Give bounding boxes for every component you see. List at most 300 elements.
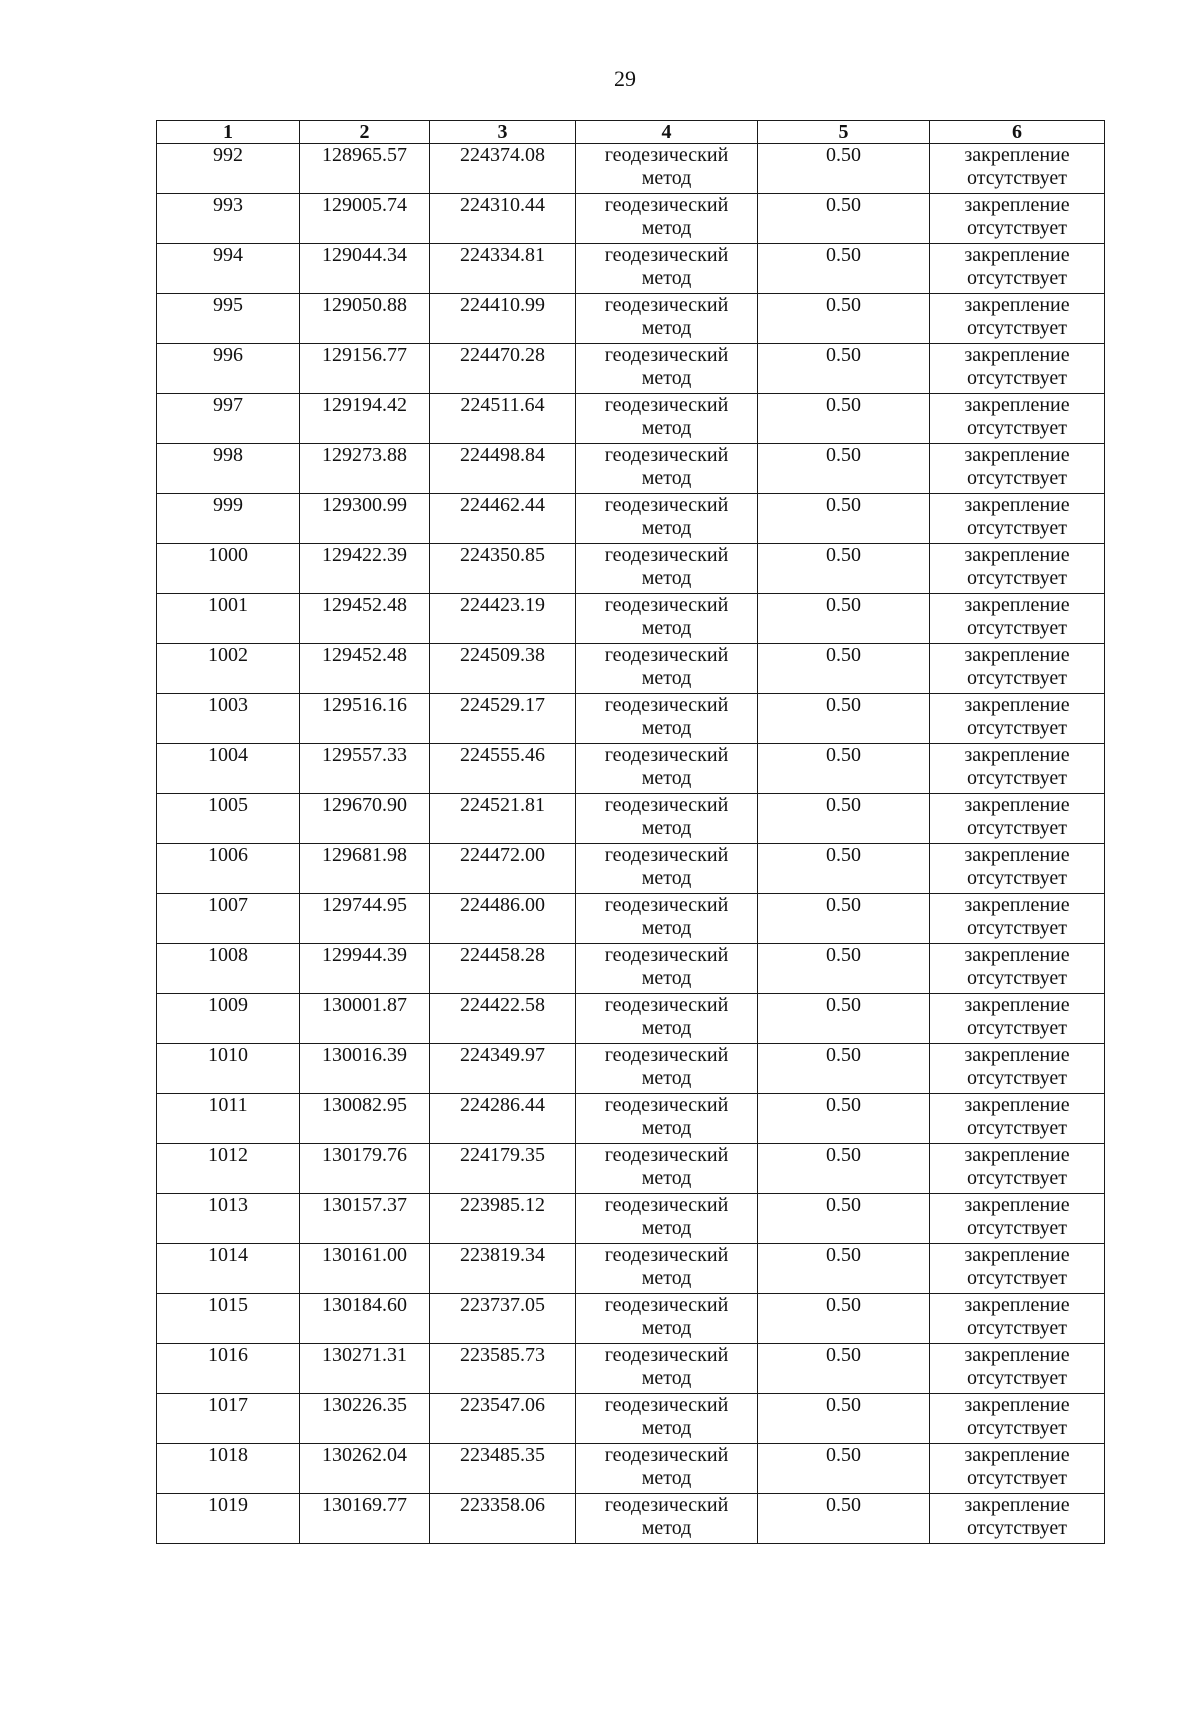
fixing-line-2: отсутствует [966, 1517, 1068, 1539]
accuracy-text: 0.50 [826, 344, 861, 366]
method-cell [576, 544, 758, 594]
accuracy-text: 0.50 [826, 994, 861, 1016]
coord-y [430, 444, 576, 494]
point-number [157, 644, 300, 694]
method-line-1: геодезический [604, 1494, 729, 1516]
fixing-line-2: отсутствует [966, 267, 1068, 289]
accuracy-cell [758, 1494, 930, 1544]
method-line-2: метод [641, 217, 692, 239]
accuracy-text: 0.50 [826, 1494, 861, 1516]
coord-y [430, 294, 576, 344]
coord-x-text: 129273.88 [322, 444, 407, 466]
fixing-line-2: отсутствует [966, 667, 1068, 689]
accuracy-text: 0.50 [826, 1344, 861, 1366]
fixing-cell [930, 194, 1105, 244]
table-row [157, 1494, 1105, 1544]
fixing-line-2: отсутствует [966, 1117, 1068, 1139]
fixing-line-2: отсутствует [966, 417, 1068, 439]
accuracy-cell [758, 1244, 930, 1294]
coord-x-text: 129300.99 [322, 494, 407, 516]
fixing-cell [930, 1144, 1105, 1194]
point-number-text: 1015 [208, 1294, 248, 1316]
fixing-line-1: закрепление [964, 544, 1070, 566]
table-row [157, 444, 1105, 494]
accuracy-text: 0.50 [826, 294, 861, 316]
accuracy-cell [758, 1394, 930, 1444]
table-row [157, 994, 1105, 1044]
accuracy-text: 0.50 [826, 144, 861, 166]
fixing-line-1: закрепление [964, 894, 1070, 916]
point-number [157, 194, 300, 244]
fixing-line-1: закрепление [964, 194, 1070, 216]
point-number [157, 394, 300, 444]
coord-x [300, 994, 430, 1044]
method-cell [576, 594, 758, 644]
point-number-text: 1002 [208, 644, 248, 666]
fixing-line-2: отсутствует [966, 1217, 1068, 1239]
coord-y [430, 1094, 576, 1144]
table-row [157, 944, 1105, 994]
coord-x-text: 130262.04 [322, 1444, 407, 1466]
method-line-1: геодезический [604, 894, 729, 916]
fixing-line-1: закрепление [964, 1494, 1070, 1516]
coord-y-text: 224498.84 [460, 444, 545, 466]
fixing-line-2: отсутствует [966, 967, 1068, 989]
header-row [157, 121, 1105, 144]
method-cell [576, 1094, 758, 1144]
coord-y-text: 224423.19 [460, 594, 545, 616]
method-line-2: метод [641, 717, 692, 739]
coord-x [300, 144, 430, 194]
method-line-2: метод [641, 567, 692, 589]
coord-y-text: 223485.35 [460, 1444, 545, 1466]
fixing-cell [930, 744, 1105, 794]
coord-y [430, 1244, 576, 1294]
coord-x [300, 744, 430, 794]
table-row [157, 1444, 1105, 1494]
coord-x [300, 1394, 430, 1444]
coord-y [430, 344, 576, 394]
method-line-2: метод [641, 1417, 692, 1439]
method-line-1: геодезический [604, 1344, 729, 1366]
coord-x-text: 130082.95 [322, 1094, 407, 1116]
point-number-text: 1011 [208, 1094, 248, 1116]
coord-x [300, 694, 430, 744]
accuracy-cell [758, 444, 930, 494]
coord-x-text: 130184.60 [322, 1294, 407, 1316]
point-number-text: 997 [213, 394, 243, 416]
table-row [157, 894, 1105, 944]
table-row [157, 494, 1105, 544]
fixing-line-2: отсутствует [966, 367, 1068, 389]
method-line-1: геодезический [604, 394, 729, 416]
table-row [157, 1394, 1105, 1444]
accuracy-text: 0.50 [826, 494, 861, 516]
coord-x-text: 129044.34 [322, 244, 407, 266]
method-cell [576, 1344, 758, 1394]
point-number [157, 744, 300, 794]
method-line-1: геодезический [604, 994, 729, 1016]
table-header [157, 121, 1105, 144]
coord-x [300, 1044, 430, 1094]
coord-x [300, 1444, 430, 1494]
accuracy-cell [758, 244, 930, 294]
table-body [157, 144, 1105, 1544]
coord-y-text: 224521.81 [460, 794, 545, 816]
point-number [157, 494, 300, 544]
coord-y-text: 224511.64 [460, 394, 545, 416]
method-line-1: геодезический [604, 644, 729, 666]
coord-y [430, 244, 576, 294]
fixing-cell [930, 1344, 1105, 1394]
coord-y-text: 224349.97 [460, 1044, 545, 1066]
coord-x [300, 894, 430, 944]
table-row [157, 1144, 1105, 1194]
accuracy-text: 0.50 [826, 794, 861, 816]
coord-y-text: 224509.38 [460, 644, 545, 666]
method-line-2: метод [641, 267, 692, 289]
method-line-1: геодезический [604, 1194, 729, 1216]
fixing-cell [930, 794, 1105, 844]
method-cell [576, 1294, 758, 1344]
method-line-2: метод [641, 517, 692, 539]
method-line-2: метод [641, 967, 692, 989]
fixing-line-1: закрепление [964, 844, 1070, 866]
point-number-text: 1019 [208, 1494, 248, 1516]
coord-x [300, 244, 430, 294]
point-number [157, 544, 300, 594]
method-cell [576, 144, 758, 194]
fixing-cell [930, 344, 1105, 394]
method-line-1: геодезический [604, 244, 729, 266]
header-col-4: 4 [576, 121, 758, 144]
point-number [157, 1044, 300, 1094]
coord-y-text: 224334.81 [460, 244, 545, 266]
method-cell [576, 244, 758, 294]
point-number [157, 444, 300, 494]
accuracy-text: 0.50 [826, 1394, 861, 1416]
method-line-2: метод [641, 1517, 692, 1539]
point-number [157, 1194, 300, 1244]
point-number-text: 1007 [208, 894, 248, 916]
method-line-2: метод [641, 1467, 692, 1489]
table-row [157, 644, 1105, 694]
point-number-text: 1000 [208, 544, 248, 566]
fixing-line-2: отсутствует [966, 1267, 1068, 1289]
coord-x [300, 1244, 430, 1294]
method-line-1: геодезический [604, 1144, 729, 1166]
fixing-cell [930, 244, 1105, 294]
coord-x [300, 194, 430, 244]
method-cell [576, 694, 758, 744]
coord-x [300, 394, 430, 444]
fixing-cell [930, 544, 1105, 594]
point-number [157, 1494, 300, 1544]
coord-y-text: 223585.73 [460, 1344, 545, 1366]
method-cell [576, 344, 758, 394]
coord-y-text: 224422.58 [460, 994, 545, 1016]
coord-y [430, 1144, 576, 1194]
coord-x [300, 644, 430, 694]
point-number [157, 844, 300, 894]
fixing-cell [930, 494, 1105, 544]
method-line-1: геодезический [604, 144, 729, 166]
point-number [157, 1244, 300, 1294]
accuracy-text: 0.50 [826, 944, 861, 966]
fixing-line-2: отсутствует [966, 167, 1068, 189]
accuracy-text: 0.50 [826, 894, 861, 916]
fixing-line-1: закрепление [964, 1194, 1070, 1216]
header-col-1: 1 [157, 121, 300, 144]
fixing-line-1: закрепление [964, 694, 1070, 716]
method-line-2: метод [641, 1167, 692, 1189]
fixing-line-2: отсутствует [966, 1017, 1068, 1039]
point-number-text: 1005 [208, 794, 248, 816]
header-col-2: 2 [300, 121, 430, 144]
accuracy-text: 0.50 [826, 244, 861, 266]
fixing-cell [930, 1294, 1105, 1344]
accuracy-text: 0.50 [826, 1044, 861, 1066]
method-cell [576, 1194, 758, 1244]
method-line-2: метод [641, 867, 692, 889]
fixing-cell [930, 694, 1105, 744]
method-cell [576, 994, 758, 1044]
fixing-cell [930, 644, 1105, 694]
method-line-2: метод [641, 1067, 692, 1089]
fixing-cell [930, 444, 1105, 494]
point-number-text: 993 [213, 194, 243, 216]
accuracy-cell [758, 1044, 930, 1094]
accuracy-text: 0.50 [826, 394, 861, 416]
accuracy-text: 0.50 [826, 644, 861, 666]
point-number-text: 1014 [208, 1244, 248, 1266]
coord-y-text: 224486.00 [460, 894, 545, 916]
fixing-cell [930, 944, 1105, 994]
table-row [157, 794, 1105, 844]
accuracy-cell [758, 344, 930, 394]
point-number [157, 1344, 300, 1394]
point-number-text: 1013 [208, 1194, 248, 1216]
accuracy-cell [758, 1344, 930, 1394]
fixing-line-1: закрепление [964, 1144, 1070, 1166]
method-line-1: геодезический [604, 1094, 729, 1116]
fixing-line-2: отсутствует [966, 517, 1068, 539]
fixing-line-1: закрепление [964, 1344, 1070, 1366]
fixing-cell [930, 894, 1105, 944]
coord-x-text: 129670.90 [322, 794, 407, 816]
header-col-6: 6 [930, 121, 1105, 144]
fixing-line-1: закрепление [964, 744, 1070, 766]
method-line-2: метод [641, 1217, 692, 1239]
coord-y [430, 1444, 576, 1494]
coord-y [430, 794, 576, 844]
accuracy-cell [758, 744, 930, 794]
coord-y [430, 1294, 576, 1344]
point-number-text: 1008 [208, 944, 248, 966]
accuracy-cell [758, 794, 930, 844]
fixing-line-1: закрепление [964, 294, 1070, 316]
coord-x-text: 129050.88 [322, 294, 407, 316]
method-line-1: геодезический [604, 1044, 729, 1066]
accuracy-text: 0.50 [826, 1244, 861, 1266]
coord-x [300, 944, 430, 994]
fixing-line-2: отсутствует [966, 217, 1068, 239]
point-number [157, 1294, 300, 1344]
point-number [157, 794, 300, 844]
fixing-line-2: отсутствует [966, 867, 1068, 889]
coord-y [430, 394, 576, 444]
coord-y-text: 223547.06 [460, 1394, 545, 1416]
fixing-line-2: отсутствует [966, 567, 1068, 589]
coord-y-text: 223358.06 [460, 1494, 545, 1516]
method-cell [576, 1144, 758, 1194]
table-row [157, 1244, 1105, 1294]
coord-x [300, 1194, 430, 1244]
point-number [157, 344, 300, 394]
coord-y [430, 894, 576, 944]
point-number [157, 1094, 300, 1144]
fixing-cell [930, 1244, 1105, 1294]
point-number-text: 1017 [208, 1394, 248, 1416]
accuracy-cell [758, 944, 930, 994]
coord-y [430, 1194, 576, 1244]
method-cell [576, 844, 758, 894]
coord-x-text: 130161.00 [322, 1244, 407, 1266]
fixing-line-2: отсутствует [966, 1467, 1068, 1489]
header-col-5: 5 [758, 121, 930, 144]
method-cell [576, 744, 758, 794]
method-line-1: геодезический [604, 794, 729, 816]
accuracy-cell [758, 994, 930, 1044]
coord-y-text: 224458.28 [460, 944, 545, 966]
coord-x-text: 129452.48 [322, 644, 407, 666]
method-line-1: геодезический [604, 444, 729, 466]
coord-y [430, 1044, 576, 1094]
table-row [157, 144, 1105, 194]
method-line-2: метод [641, 667, 692, 689]
coord-x-text: 130179.76 [322, 1144, 407, 1166]
accuracy-text: 0.50 [826, 1444, 861, 1466]
table-row [157, 394, 1105, 444]
coord-y-text: 224179.35 [460, 1144, 545, 1166]
fixing-cell [930, 1494, 1105, 1544]
fixing-line-1: закрепление [964, 1094, 1070, 1116]
coord-y-text: 223819.34 [460, 1244, 545, 1266]
coord-y [430, 194, 576, 244]
coord-x-text: 129557.33 [322, 744, 407, 766]
coord-y-text: 224350.85 [460, 544, 545, 566]
coord-x-text: 129944.39 [322, 944, 407, 966]
method-line-2: метод [641, 167, 692, 189]
point-number [157, 894, 300, 944]
coordinates-table [156, 120, 1105, 1544]
method-cell [576, 1394, 758, 1444]
method-cell [576, 394, 758, 444]
coord-x-text: 130157.37 [322, 1194, 407, 1216]
coord-y-text: 223737.05 [460, 1294, 545, 1316]
accuracy-cell [758, 1294, 930, 1344]
table-row [157, 1194, 1105, 1244]
accuracy-cell [758, 594, 930, 644]
fixing-line-2: отсутствует [966, 1067, 1068, 1089]
fixing-line-1: закрепление [964, 1294, 1070, 1316]
fixing-line-1: закрепление [964, 1244, 1070, 1266]
point-number [157, 994, 300, 1044]
coord-y-text: 224374.08 [460, 144, 545, 166]
method-line-1: геодезический [604, 594, 729, 616]
method-line-2: метод [641, 367, 692, 389]
point-number-text: 994 [213, 244, 243, 266]
coord-y-text: 224555.46 [460, 744, 545, 766]
fixing-line-2: отсутствует [966, 467, 1068, 489]
accuracy-cell [758, 694, 930, 744]
point-number-text: 1004 [208, 744, 248, 766]
coord-y [430, 1494, 576, 1544]
coord-y-text: 224410.99 [460, 294, 545, 316]
fixing-cell [930, 1444, 1105, 1494]
accuracy-text: 0.50 [826, 694, 861, 716]
coord-x [300, 494, 430, 544]
point-number-text: 1001 [208, 594, 248, 616]
accuracy-text: 0.50 [826, 544, 861, 566]
fixing-cell [930, 294, 1105, 344]
point-number-text: 1003 [208, 694, 248, 716]
table-row [157, 1294, 1105, 1344]
point-number-text: 995 [213, 294, 243, 316]
accuracy-cell [758, 144, 930, 194]
method-cell [576, 1244, 758, 1294]
fixing-cell [930, 1394, 1105, 1444]
point-number [157, 144, 300, 194]
table-row [157, 194, 1105, 244]
accuracy-cell [758, 194, 930, 244]
method-line-1: геодезический [604, 844, 729, 866]
method-cell [576, 294, 758, 344]
fixing-line-2: отсутствует [966, 317, 1068, 339]
point-number-text: 1012 [208, 1144, 248, 1166]
point-number-text: 996 [213, 344, 243, 366]
fixing-cell [930, 994, 1105, 1044]
method-line-1: геодезический [604, 1244, 729, 1266]
fixing-line-1: закрепление [964, 1044, 1070, 1066]
method-cell [576, 644, 758, 694]
coord-y [430, 544, 576, 594]
header-col-3: 3 [430, 121, 576, 144]
fixing-line-1: закрепление [964, 994, 1070, 1016]
method-line-2: метод [641, 1267, 692, 1289]
point-number-text: 1009 [208, 994, 248, 1016]
method-line-1: геодезический [604, 1394, 729, 1416]
coord-y [430, 994, 576, 1044]
method-cell [576, 1494, 758, 1544]
point-number [157, 1444, 300, 1494]
coord-x [300, 1144, 430, 1194]
point-number [157, 944, 300, 994]
table-row [157, 694, 1105, 744]
point-number [157, 594, 300, 644]
method-line-2: метод [641, 417, 692, 439]
accuracy-cell [758, 294, 930, 344]
table-row [157, 294, 1105, 344]
coord-y [430, 944, 576, 994]
point-number-text: 999 [213, 494, 243, 516]
fixing-line-1: закрепление [964, 444, 1070, 466]
table-row [157, 844, 1105, 894]
table-row [157, 744, 1105, 794]
method-line-2: метод [641, 317, 692, 339]
coord-x-text: 130226.35 [322, 1394, 407, 1416]
coord-y [430, 1394, 576, 1444]
